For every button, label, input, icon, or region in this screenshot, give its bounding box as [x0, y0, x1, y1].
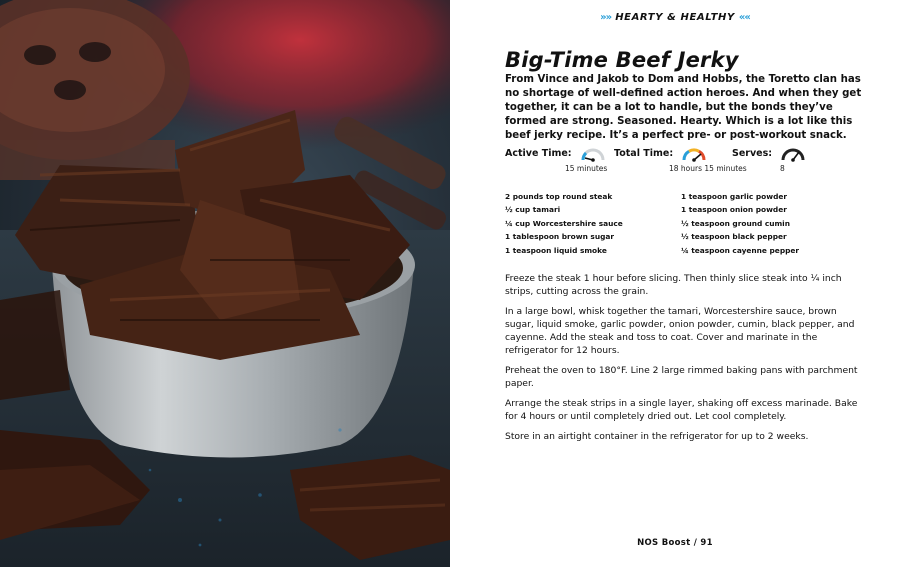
- step-paragraph: Preheat the oven to 180°F. Line 2 large rimmed baking pans with parchment paper.: [505, 365, 858, 389]
- serves-label: Serves:: [732, 148, 773, 159]
- active-time-stat: [505, 143, 608, 173]
- ingredient-item: 1 tablespoon brown sugar: [505, 232, 615, 242]
- active-time-value: 15 minutes: [565, 164, 608, 173]
- ingredient-item: ¼ teaspoon cayenne pepper: [681, 245, 800, 255]
- total-time-value: 18 hours 15 minutes: [669, 164, 747, 173]
- serves-stat: [732, 143, 806, 173]
- ingredient-item: ½ teaspoon ground cumin: [681, 218, 790, 228]
- recipe-stats: [505, 143, 845, 179]
- step-paragraph: Store in an airtight container in the refrigerator for up to 2 weeks.: [505, 431, 809, 442]
- active-time-label: Active Time:: [505, 148, 572, 159]
- serves-value: 8: [780, 164, 785, 173]
- ingredient-item: ½ cup tamari: [505, 205, 561, 215]
- ingredients-left-column: [505, 190, 623, 257]
- recipe-page: [450, 0, 900, 567]
- gauge-high-icon: [681, 146, 707, 162]
- recipe-title: Big-Time Beef Jerky: [505, 48, 739, 72]
- step-paragraph: Arrange the steak strips in a single layer, shaking off excess marinade. Bake for 4 hours or until completely dried out. Let cool completely.: [505, 398, 858, 422]
- ingredient-item: 1 teaspoon liquid smoke: [505, 245, 607, 255]
- ingredient-item: 2 pounds top round steak: [505, 192, 613, 201]
- rusty-gear: [0, 0, 190, 180]
- ingredient-item: ½ teaspoon black pepper: [681, 232, 787, 242]
- page-footer: NOS Boost / 91: [637, 538, 713, 548]
- gauge-full-icon: [780, 146, 806, 162]
- chevron-right-deco-icon: »»: [600, 12, 612, 23]
- gauge-low-icon: [580, 146, 606, 162]
- section-header: [450, 12, 900, 23]
- section-label: HEARTY & HEALTHY: [615, 12, 735, 23]
- ingredient-item: 1 teaspoon garlic powder: [681, 192, 788, 201]
- total-time-label: Total Time:: [614, 148, 674, 159]
- chevron-left-deco-icon: ««: [738, 12, 750, 23]
- total-time-stat: [614, 143, 747, 173]
- recipe-intro: From Vince and Jakob to Dom and Hobbs, the Toretto clan has no shortage of well-defined action heroes. And when they get together, it can be a lot to handle, but the bonds they’ve formed are strong. Seasoned. Hearty. Which is a lot like this beef jerky recipe. It’s a perfect pre- or post-workout snack.: [505, 74, 862, 141]
- step-paragraph: In a large bowl, whisk together the tamari, Worcestershire sauce, brown sugar, liquid smoke, garlic powder, onion powder, cumin, black pepper, and cayenne. Add the steak and toss to coat. Cover and marinate in the refrigerator for 12 hours.: [505, 306, 855, 356]
- ingredient-item: ¼ cup Worcestershire sauce: [505, 218, 623, 228]
- step-paragraph: Freeze the steak 1 hour before slicing. Then thinly slice steak into ¼ inch strips, cutting across the grain.: [505, 273, 842, 297]
- recipe-steps: [505, 272, 865, 450]
- ingredients-right-column: [681, 190, 799, 257]
- ingredient-item: 1 teaspoon onion powder: [681, 205, 787, 215]
